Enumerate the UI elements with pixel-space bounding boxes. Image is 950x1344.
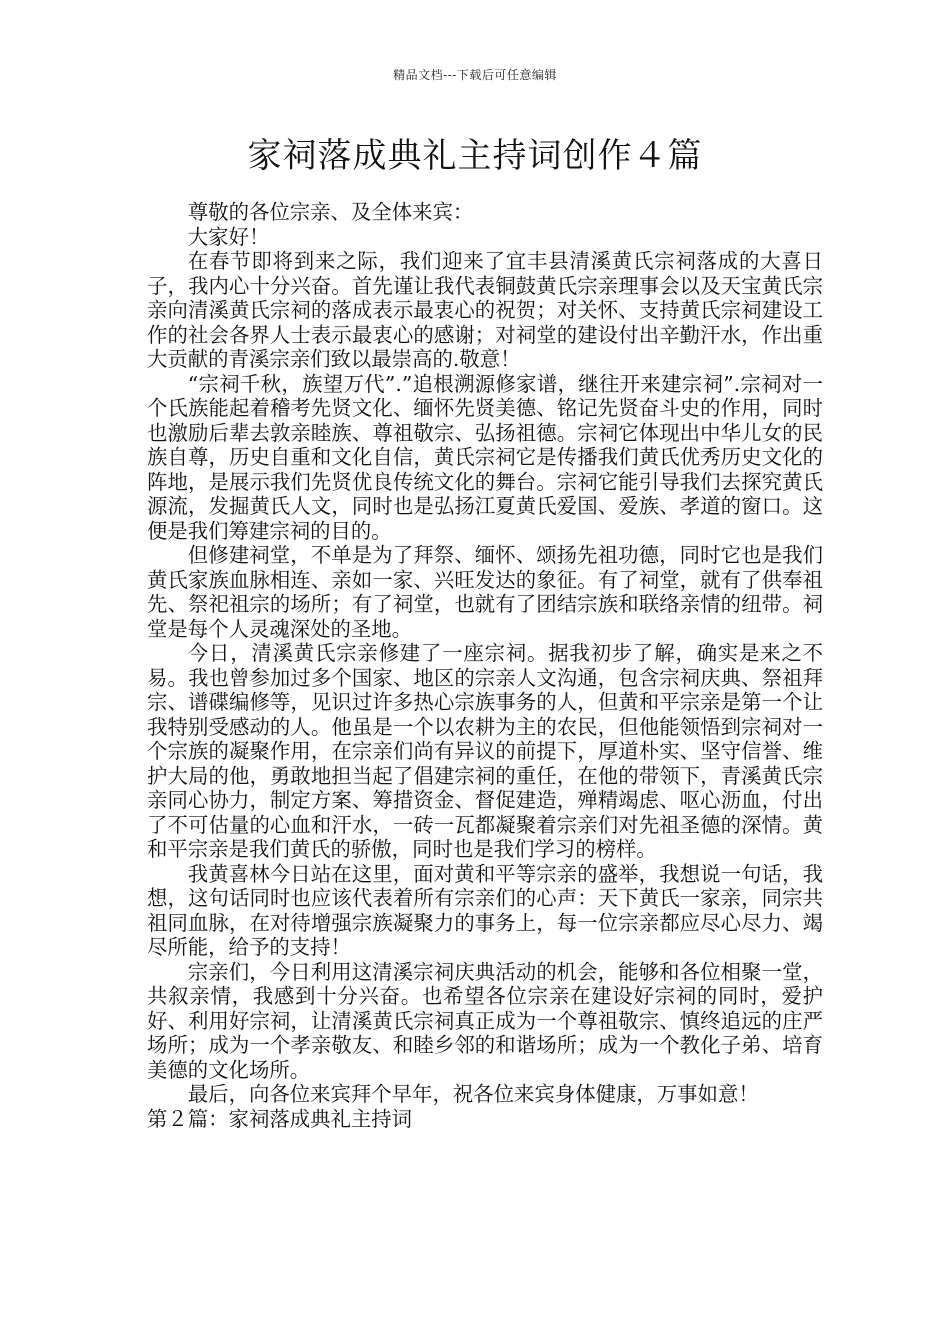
- body-paragraph: 在春节即将到来之际，我们迎来了宜丰县清溪黄氏宗祠落成的大喜日子，我内心十分兴奋。首先谨让我代表铜鼓黄氏宗亲理事会以及天宝黄氏宗亲向清溪黄氏宗祠的落成表示最衷心的祝贺；对关怀、支持黄氏宗祠建设工作的社会各界人士表示最衷心的感谢；对祠堂的建设付出辛勤汗水，作出重大贡献的青溪宗亲们致以最崇高的.敬意！: [147, 249, 823, 371]
- body-paragraph: 但修建祠堂，不单是为了拜祭、缅怀、颂扬先祖功德，同时它也是我们黄氏家族血脉相连、亲如一家、兴旺发达的象征。有了祠堂，就有了供奉祖先、祭祀祖宗的场所；有了祠堂，也就有了团结宗族和联络亲情的纽带。祠堂是每个人灵魂深处的圣地。: [147, 543, 823, 641]
- salutation-paragraph: 尊敬的各位宗亲、及全体来宾：: [187, 200, 474, 224]
- body-paragraph: 今日，清溪黄氏宗亲修建了一座宗祠。据我初步了解，确实是来之不易。我也曾参加过多个国家、地区的宗亲人文沟通，包含宗祠庆典、祭祖拜宗、谱碟编修等，见识过许多热心宗族事务的人，但黄和平宗亲是第一个让我特别受感动的人。他虽是一个以农耕为主的农民，但他能领悟到宗祠对一个宗族的凝聚作用，在宗亲们尚有异议的前提下，厚道朴实、坚守信誉、维护大局的他，勇敢地担当起了倡建宗祠的重任，在他的带领下，青溪黄氏宗亲同心协力，制定方案、筹措资金、督促建造，殚精竭虑、呕心沥血，付出了不可估量的心血和汗水，一砖一瓦都凝聚着宗亲们对先祖圣德的深情。黄和平宗亲是我们黄氏的骄傲，同时也是我们学习的榜样。: [147, 641, 823, 861]
- document-body: [147, 200, 823, 1131]
- greeting-paragraph: 大家好！: [187, 224, 270, 249]
- body-paragraph: 我黄喜林今日站在这里，面对黄和平等宗亲的盛举，我想说一句话，我想，这句话同时也应该代表着所有宗亲们的心声：天下黄氏一家亲，同宗共祖同血脉，在对待增强宗族凝聚力的事务上，每一位宗亲都应尽心尽力、竭尽所能，给予的支持！: [147, 861, 823, 959]
- document-title: 家祠落成典礼主持词创作４篇: [247, 136, 703, 176]
- body-paragraph: “宗祠千秋，族望万代”.”追根溯源修家谱，继往开来建宗祠”.宗祠对一个氏族能起着稽考先贤文化、缅怀先贤美德、铭记先贤奋斗史的作用，同时也激励后辈去敦亲睦族、尊祖敬宗、弘扬祖德。宗祠它体现出中华儿女的民族自尊，历史自重和文化自信，黄氏宗祠它是传播我们黄氏优秀历史文化的阵地，是展示我们先贤优良传统文化的舞台。宗祠它能引导我们去探究黄氏源流，发掘黄氏人文，同时也是弘扬江夏黄氏爱国、爱族、孝道的窗口。这便是我们筹建宗祠的目的。: [147, 371, 823, 543]
- closing-paragraph: 最后，向各位来宾拜个早年，祝各位来宾身体健康，万事如意！: [187, 1082, 759, 1106]
- body-paragraph: 宗亲们，今日利用这清溪宗祠庆典活动的机会，能够和各位相聚一堂，共叙亲情，我感到十分兴奋。也希望各位宗亲在建设好宗祠的同时，爱护好、利用好宗祠，让清溪黄氏宗祠真正成为一个尊祖敬宗、慎终追远的庄严场所；成为一个孝亲敬友、和睦乡邻的和谐场所；成为一个教化子弟、培育美德的文化场所。: [147, 959, 823, 1082]
- section-heading: 第２篇：家祠落成典礼主持词: [147, 1106, 413, 1131]
- page-header-note: 精品文档---下载后可任意编辑: [393, 68, 557, 82]
